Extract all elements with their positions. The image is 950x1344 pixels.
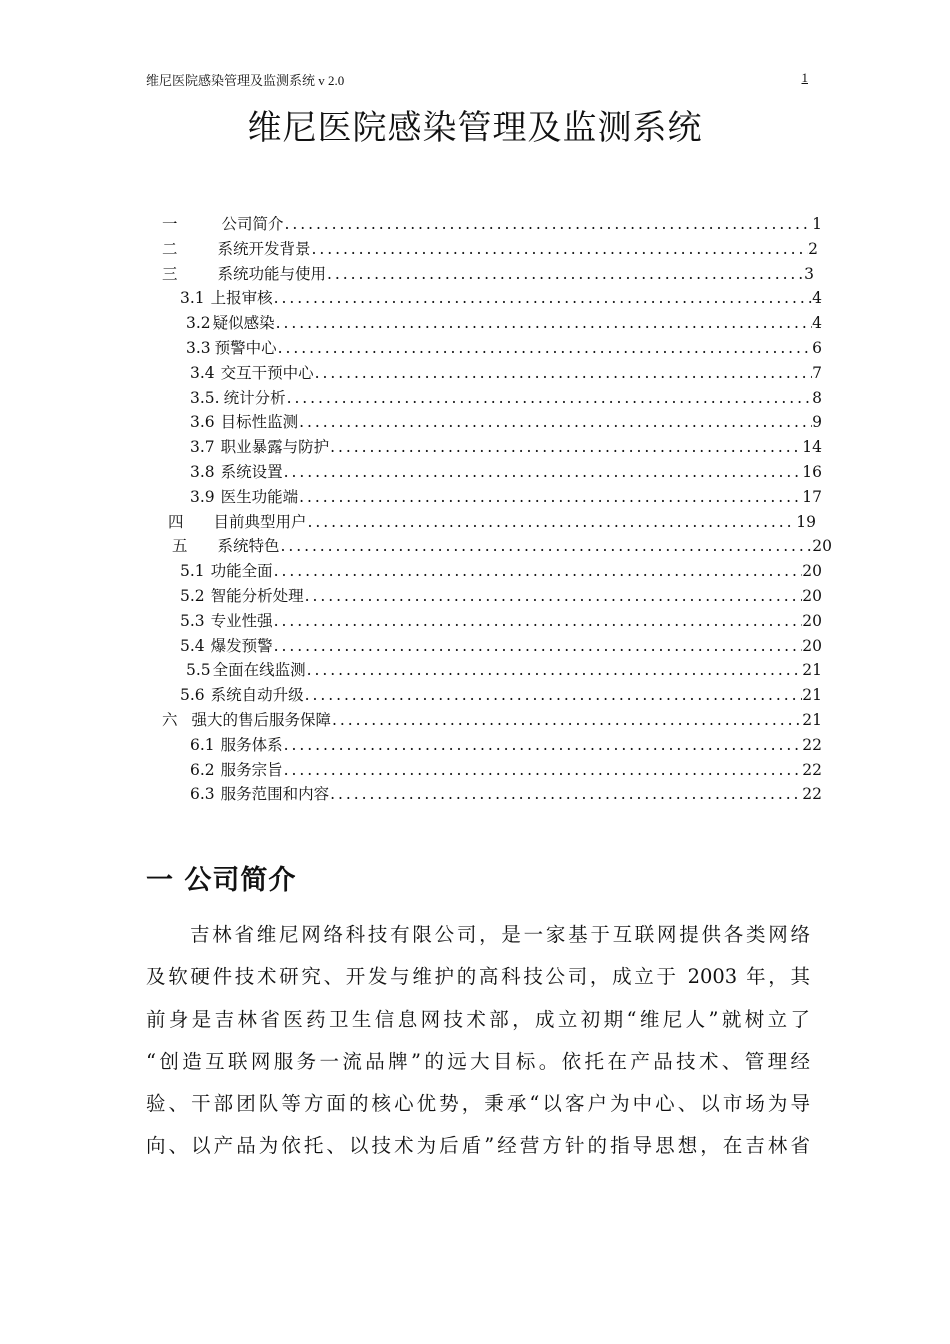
toc-label: 职业暴露与防护: [220, 438, 330, 457]
toc-page-number: 20: [812, 537, 832, 556]
toc-label: 服务体系: [220, 735, 283, 754]
toc-entry[interactable]: [162, 212, 822, 236]
toc-entry[interactable]: [180, 559, 822, 583]
toc-label: 专业性强: [210, 611, 273, 630]
section-heading: 一 公司简介: [146, 865, 297, 896]
toc-leader-dots: [287, 389, 813, 407]
toc-page-number: 6: [812, 339, 822, 357]
toc-leader-dots: [305, 686, 803, 704]
toc-entry[interactable]: [190, 485, 822, 509]
toc-number: 5.4: [180, 636, 205, 655]
paragraph-line: 验、干部团队等方面的核心优势，秉承“以客户为中心、以市场为导: [146, 1092, 810, 1116]
section-body: [146, 914, 810, 1168]
toc-label: 系统自动升级: [210, 686, 304, 705]
toc-page-number: 22: [802, 760, 822, 779]
toc-page-number: 16: [802, 463, 822, 481]
toc-entry[interactable]: [190, 733, 822, 757]
toc-page-number: 22: [802, 785, 822, 804]
toc-leader-dots: [299, 488, 802, 506]
toc-page-number: 21: [802, 686, 822, 705]
toc-label: 交互干预中心: [220, 363, 314, 382]
toc-page-number: 19: [796, 512, 816, 531]
page-header: [146, 70, 808, 90]
toc-page-number: 21: [802, 711, 822, 729]
toc-entry[interactable]: [186, 336, 822, 360]
toc-label: 系统设置: [220, 463, 283, 481]
toc-entry[interactable]: [168, 510, 816, 534]
toc-leader-dots: [281, 537, 813, 555]
toc-label: 功能全面: [210, 562, 273, 581]
toc-page-number: 21: [802, 661, 822, 680]
toc-page-number: 20: [802, 562, 822, 581]
toc-entry[interactable]: [190, 410, 822, 434]
toc-entry[interactable]: [190, 361, 822, 385]
toc-page-number: 2: [808, 239, 818, 258]
toc-number: 五: [172, 537, 188, 556]
paragraph-line: 及软硬件技术研究、开发与维护的高科技公司，成立于 2003 年，其: [146, 965, 810, 989]
toc-number: 四: [168, 512, 184, 531]
toc-number: 5.1: [180, 562, 205, 581]
toc-page-number: 3: [804, 264, 814, 283]
toc-leader-dots: [305, 587, 803, 605]
toc-entry[interactable]: [190, 460, 822, 484]
toc-leader-dots: [285, 215, 813, 233]
toc-entry[interactable]: [190, 435, 822, 459]
toc-number: 3.1: [180, 289, 205, 308]
toc-label: 上报审核: [210, 289, 273, 308]
toc-number: 三: [162, 264, 178, 283]
toc-leader-dots: [330, 438, 802, 456]
toc-page-number: 9: [812, 413, 822, 432]
toc-leader-dots: [299, 413, 812, 431]
toc-page-number: 17: [802, 487, 822, 506]
toc-entry[interactable]: [172, 534, 832, 558]
toc-number: 6.1: [190, 735, 215, 754]
toc-number: 一: [162, 215, 178, 233]
toc-page-number: 22: [802, 735, 822, 754]
toc-entry[interactable]: [162, 262, 814, 286]
toc-leader-dots: [308, 513, 797, 531]
toc-label: 智能分析处理: [210, 587, 304, 605]
toc-number: 5.6: [180, 686, 205, 705]
toc-leader-dots: [274, 637, 803, 655]
toc-entry[interactable]: [186, 311, 822, 335]
toc-page-number: 20: [802, 611, 822, 630]
toc-leader-dots: [284, 761, 803, 779]
toc-leader-dots: [274, 562, 803, 580]
toc-entry[interactable]: [190, 758, 822, 782]
document-title: 维尼医院感染管理及监测系统: [247, 108, 703, 148]
toc-label: 统计分析: [223, 388, 286, 407]
toc-leader-dots: [284, 463, 803, 481]
toc-label: 服务宗旨: [220, 760, 283, 779]
toc-label: 系统功能与使用: [217, 264, 327, 283]
toc-number: 3.7: [190, 438, 215, 457]
toc-page-number: 14: [802, 438, 822, 457]
toc-page-number: 20: [802, 636, 822, 655]
toc-number: 六: [162, 711, 178, 729]
toc-entry[interactable]: [186, 658, 822, 682]
toc-label: 疑似感染: [212, 314, 275, 333]
toc-leader-dots: [276, 314, 812, 332]
toc-number: 6.3: [190, 785, 215, 804]
toc-entry[interactable]: [180, 286, 822, 310]
toc-entry[interactable]: [180, 584, 822, 608]
running-title: 维尼医院感染管理及监测系统 v 2.0: [146, 73, 345, 88]
toc-page-number: 1: [812, 215, 822, 233]
toc-number: 3.3: [186, 339, 211, 357]
toc-number: 二: [162, 239, 178, 258]
toc-number: 3.4: [190, 363, 215, 382]
toc-number: 3.9: [190, 487, 215, 506]
toc-number: 6.2: [190, 760, 215, 779]
toc-label: 强大的售后服务保障: [191, 711, 332, 729]
toc-label: 目标性监测: [220, 413, 299, 432]
toc-entry[interactable]: [180, 683, 822, 707]
toc-page-number: 4: [812, 314, 822, 333]
toc-page-number: 8: [812, 388, 822, 407]
toc-entry[interactable]: [162, 708, 822, 732]
toc-label: 医生功能端: [220, 487, 299, 506]
toc-entry[interactable]: [190, 782, 822, 806]
toc-leader-dots: [307, 661, 803, 679]
toc-leader-dots: [278, 339, 812, 357]
toc-leader-dots: [315, 364, 812, 382]
toc-entry[interactable]: [180, 634, 822, 658]
toc-number: 3.6: [190, 413, 215, 432]
toc-label: 系统开发背景: [217, 239, 311, 258]
toc-leader-dots: [332, 711, 802, 729]
paragraph-line: 向、以产品为依托、以技术为后盾”经营方针的指导思想，在吉林省: [146, 1134, 810, 1158]
toc-label: 目前典型用户: [213, 512, 307, 531]
toc-leader-dots: [312, 240, 809, 258]
toc-number: 3.5.: [190, 388, 220, 407]
toc-entry[interactable]: [162, 237, 818, 261]
toc-number: 5.3: [180, 611, 205, 630]
toc-leader-dots: [330, 785, 802, 803]
toc-label: 公司简介: [221, 215, 284, 233]
toc-page-number: 4: [812, 289, 822, 308]
toc-label: 服务范围和内容: [220, 785, 330, 804]
toc-leader-dots: [327, 265, 804, 283]
toc-label: 全面在线监测: [212, 661, 306, 680]
toc-number: 5.5: [186, 661, 211, 680]
toc-number: 3.8: [190, 463, 215, 481]
paragraph-line: “创造互联网服务一流品牌”的远大目标。依托在产品技术、管理经: [146, 1049, 810, 1073]
toc-entry[interactable]: [180, 609, 822, 633]
page-number: 1: [801, 70, 808, 85]
toc-page-number: 20: [802, 587, 822, 605]
paragraph-line: 吉林省维尼网络科技有限公司，是一家基于互联网提供各类网络: [190, 923, 810, 946]
toc-entry[interactable]: [190, 386, 822, 410]
toc-leader-dots: [274, 289, 812, 307]
toc-leader-dots: [274, 612, 803, 630]
toc-number: 3.2: [186, 314, 211, 333]
toc-label: 预警中心: [214, 339, 277, 357]
paragraph-line: 前身是吉林省医药卫生信息网技术部，成立初期“维尼人”就树立了: [146, 1007, 810, 1031]
toc-page-number: 7: [812, 363, 822, 382]
toc-label: 爆发预警: [210, 636, 273, 655]
toc-label: 系统特色: [217, 537, 280, 556]
toc-leader-dots: [284, 736, 803, 754]
toc-number: 5.2: [180, 587, 205, 605]
